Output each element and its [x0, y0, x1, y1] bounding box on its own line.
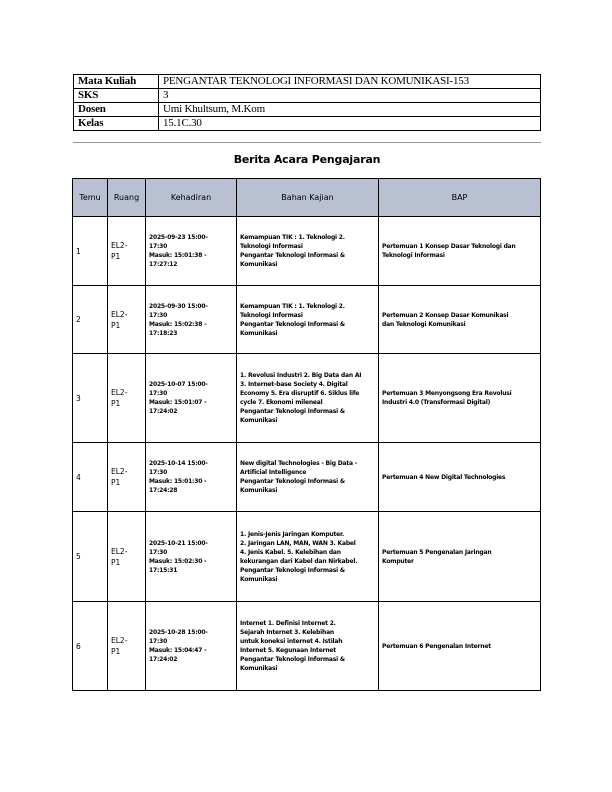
cell-bap — [379, 512, 541, 602]
table-row — [73, 354, 541, 443]
cell-bap-line: Pertemuan 5 Pengenalan Jaringan — [382, 548, 492, 556]
cell-ruang-line: P1 — [111, 478, 121, 487]
cell-kehadiran-line: 2025-10-14 15:00- — [149, 460, 208, 467]
cell-kehadiran-line: Masuk: 15:04:47 - — [149, 647, 207, 654]
header-bahan-kajian: Bahan Kajian — [237, 179, 379, 217]
cell-bap — [379, 443, 541, 512]
cell-bahan-kajian — [237, 286, 379, 354]
cell-bahan-kajian-line: Pengantar Teknologi Informasi & — [240, 320, 345, 328]
info-row — [74, 103, 541, 117]
cell-bahan-kajian-line: Pengantar Teknologi Informasi & — [240, 408, 345, 415]
cell-bahan-kajian-line: untuk koneksi internet 4. Istilah — [240, 638, 343, 645]
table-row — [73, 286, 541, 354]
cell-bahan-kajian-line: Pengantar Teknologi Informasi & — [240, 252, 345, 259]
cell-bahan-kajian — [237, 443, 379, 512]
section-divider — [73, 142, 541, 143]
cell-ruang-line: EL2- — [111, 467, 128, 476]
cell-bap — [379, 217, 541, 286]
cell-temu: 1 — [73, 217, 108, 286]
cell-ruang — [108, 512, 146, 602]
cell-ruang-line: P1 — [111, 252, 121, 261]
cell-kehadiran-line: 17:24:28 — [149, 487, 178, 494]
info-label: Kelas — [74, 117, 159, 131]
cell-temu: 2 — [73, 286, 108, 354]
cell-ruang-line: EL2- — [111, 546, 128, 556]
cell-bahan-kajian-line: Komunikasi — [240, 329, 278, 337]
info-label: Mata Kuliah — [74, 75, 159, 89]
info-label: SKS — [74, 89, 159, 103]
table-row — [73, 602, 541, 691]
cell-kehadiran-line: 2025-09-30 15:00- — [149, 302, 208, 310]
cell-kehadiran-line: 17:30 — [149, 390, 168, 397]
header-temu: Temu — [73, 179, 108, 217]
cell-bahan-kajian-line: Pengantar Teknologi Informasi & — [240, 656, 345, 663]
cell-bap — [379, 354, 541, 443]
cell-ruang — [108, 443, 146, 512]
cell-kehadiran-line: 17:18:23 — [149, 329, 178, 337]
cell-bahan-kajian-line: Economy 5. Era disruptif 6. Siklus life — [240, 390, 360, 397]
cell-ruang-line: EL2- — [111, 241, 128, 250]
cell-bap-line: dan Teknologi Komunikasi — [382, 320, 466, 328]
info-value: 15.1C.30 — [159, 117, 541, 131]
cell-ruang — [108, 217, 146, 286]
cell-kehadiran — [146, 602, 237, 691]
cell-kehadiran-line: 2025-10-28 15:00- — [149, 629, 208, 636]
cell-kehadiran — [146, 217, 237, 286]
cell-kehadiran-line: Masuk: 15:01:30 - — [149, 478, 207, 485]
cell-ruang-line: P1 — [111, 399, 121, 408]
cell-ruang-line: EL2- — [111, 309, 128, 319]
info-label: Dosen — [74, 103, 159, 117]
header-ruang: Ruang — [108, 179, 146, 217]
table-row — [73, 443, 541, 512]
cell-bahan-kajian-line: Internet 5. Kegunaan Internet — [240, 647, 336, 654]
cell-kehadiran — [146, 512, 237, 602]
info-row — [74, 117, 541, 131]
cell-ruang — [108, 286, 146, 354]
cell-bahan-kajian-line: Kemampuan TIK : 1. Teknologi 2. — [240, 234, 345, 241]
cell-ruang — [108, 354, 146, 443]
cell-bahan-kajian — [237, 512, 379, 602]
cell-temu: 4 — [73, 443, 108, 512]
cell-bahan-kajian-line: Teknologi Informasi — [240, 311, 303, 319]
table-row — [73, 512, 541, 602]
info-row — [74, 89, 541, 103]
cell-kehadiran-line: 17:30 — [149, 638, 168, 645]
cell-bahan-kajian-line: New digital Technologies - Big Data - — [240, 460, 358, 467]
cell-bahan-kajian-line: Komunikasi — [240, 417, 278, 424]
table-header-row — [73, 179, 541, 217]
cell-bap-line: Komputer — [382, 557, 414, 565]
cell-ruang-line: P1 — [111, 557, 121, 567]
header-kehadiran: Kehadiran — [146, 179, 237, 217]
cell-bahan-kajian — [237, 354, 379, 443]
cell-kehadiran-line: 17:30 — [149, 548, 168, 556]
info-value: Umi Khultsum, M.Kom — [159, 103, 541, 117]
info-row — [74, 75, 541, 89]
cell-kehadiran-line: 2025-10-07 15:00- — [149, 381, 208, 388]
info-value: PENGANTAR TEKNOLOGI INFORMASI DAN KOMUNIKASI-153 — [159, 75, 541, 89]
header-bap: BAP — [379, 179, 541, 217]
cell-bahan-kajian-line: Komunikasi — [240, 487, 278, 494]
course-info-table — [73, 74, 541, 131]
cell-bahan-kajian-line: Artificial Intelligence — [240, 469, 307, 476]
cell-bap — [379, 602, 541, 691]
cell-bap-line: Pertemuan 4 New Digital Technologies — [382, 473, 506, 481]
cell-bahan-kajian-line: kekurangan dari Kabel dan Nirkabel. — [240, 557, 358, 565]
cell-ruang-line: P1 — [111, 647, 121, 656]
cell-kehadiran-line: 17:30 — [149, 243, 168, 250]
cell-bahan-kajian-line: 4. Jenis Kabel. 5. Kelebihan dan — [240, 548, 341, 556]
cell-ruang-line: EL2- — [111, 636, 128, 645]
cell-bahan-kajian-line: 1. Jenis-Jenis Jaringan Komputer. — [240, 530, 345, 538]
cell-kehadiran-line: Masuk: 15:02:38 - — [149, 320, 207, 328]
cell-kehadiran-line: 17:30 — [149, 311, 168, 319]
cell-kehadiran-line: Masuk: 15:01:38 - — [149, 252, 207, 259]
cell-kehadiran-line: 17:24:02 — [149, 408, 178, 415]
cell-kehadiran-line: 2025-10-21 15:00- — [149, 539, 208, 547]
cell-temu: 5 — [73, 512, 108, 602]
cell-bahan-kajian-line: Komunikasi — [240, 261, 278, 268]
cell-kehadiran-line: Masuk: 15:01:07 - — [149, 399, 207, 406]
cell-bap-line: Teknologi Informasi — [382, 252, 445, 259]
cell-kehadiran-line: 17:27:12 — [149, 261, 178, 268]
cell-temu: 6 — [73, 602, 108, 691]
cell-kehadiran — [146, 286, 237, 354]
cell-ruang-line: P1 — [111, 320, 121, 330]
cell-bahan-kajian-line: Sejarah Internet 3. Kelebihan — [240, 629, 334, 636]
cell-bahan-kajian-line: 3. Internet-base Society 4. Digital — [240, 381, 348, 388]
cell-kehadiran-line: 17:24:02 — [149, 656, 178, 663]
cell-bap-line: Pertemuan 3 Menyongsong Era Revolusi — [382, 390, 512, 397]
cell-bahan-kajian-line: Kemampuan TIK : 1. Teknologi 2. — [240, 302, 345, 310]
cell-bahan-kajian-line: cycle 7. Ekonomi mileneal — [240, 399, 323, 406]
cell-bahan-kajian-line: Teknologi Informasi — [240, 243, 303, 250]
cell-bahan-kajian-line: Komunikasi — [240, 575, 278, 583]
cell-kehadiran-line: Masuk: 15:02:30 - — [149, 557, 207, 565]
cell-bahan-kajian — [237, 217, 379, 286]
table-row — [73, 217, 541, 286]
cell-bap-line: Pertemuan 2 Konsep Dasar Komunikasi — [382, 311, 509, 319]
cell-ruang-line: EL2- — [111, 388, 128, 397]
cell-ruang — [108, 602, 146, 691]
cell-bahan-kajian-line: Komunikasi — [240, 665, 278, 672]
cell-bahan-kajian — [237, 602, 379, 691]
info-value: 3 — [159, 89, 541, 103]
cell-kehadiran — [146, 354, 237, 443]
cell-kehadiran — [146, 443, 237, 512]
page-title: Berita Acara Pengajaran — [233, 153, 381, 166]
cell-kehadiran-line: 17:30 — [149, 469, 168, 476]
cell-bap-line: Pertemuan 1 Konsep Dasar Teknologi dan — [382, 243, 516, 250]
cell-bahan-kajian-line: Pengantar Teknologi Informasi & — [240, 478, 345, 485]
cell-bahan-kajian-line: 2. Jaringan LAN, MAN, WAN 3. Kabel — [240, 539, 356, 547]
cell-temu: 3 — [73, 354, 108, 443]
cell-bap-line: Industri 4.0 (Transformasi Digital) — [382, 399, 491, 406]
cell-bap-line: Pertemuan 6 Pengenalan Internet — [382, 642, 491, 650]
cell-kehadiran-line: 2025-09-23 15:00- — [149, 234, 208, 241]
teaching-report-table — [72, 178, 541, 691]
cell-bahan-kajian-line: Internet 1. Definisi Internet 2. — [240, 620, 336, 627]
cell-bahan-kajian-line: Pengantar Teknologi Informasi & — [240, 566, 345, 574]
cell-kehadiran-line: 17:15:31 — [149, 566, 178, 574]
cell-bahan-kajian-line: 1. Revolusi Industri 2. Big Data dan AI — [240, 372, 362, 379]
cell-bap — [379, 286, 541, 354]
